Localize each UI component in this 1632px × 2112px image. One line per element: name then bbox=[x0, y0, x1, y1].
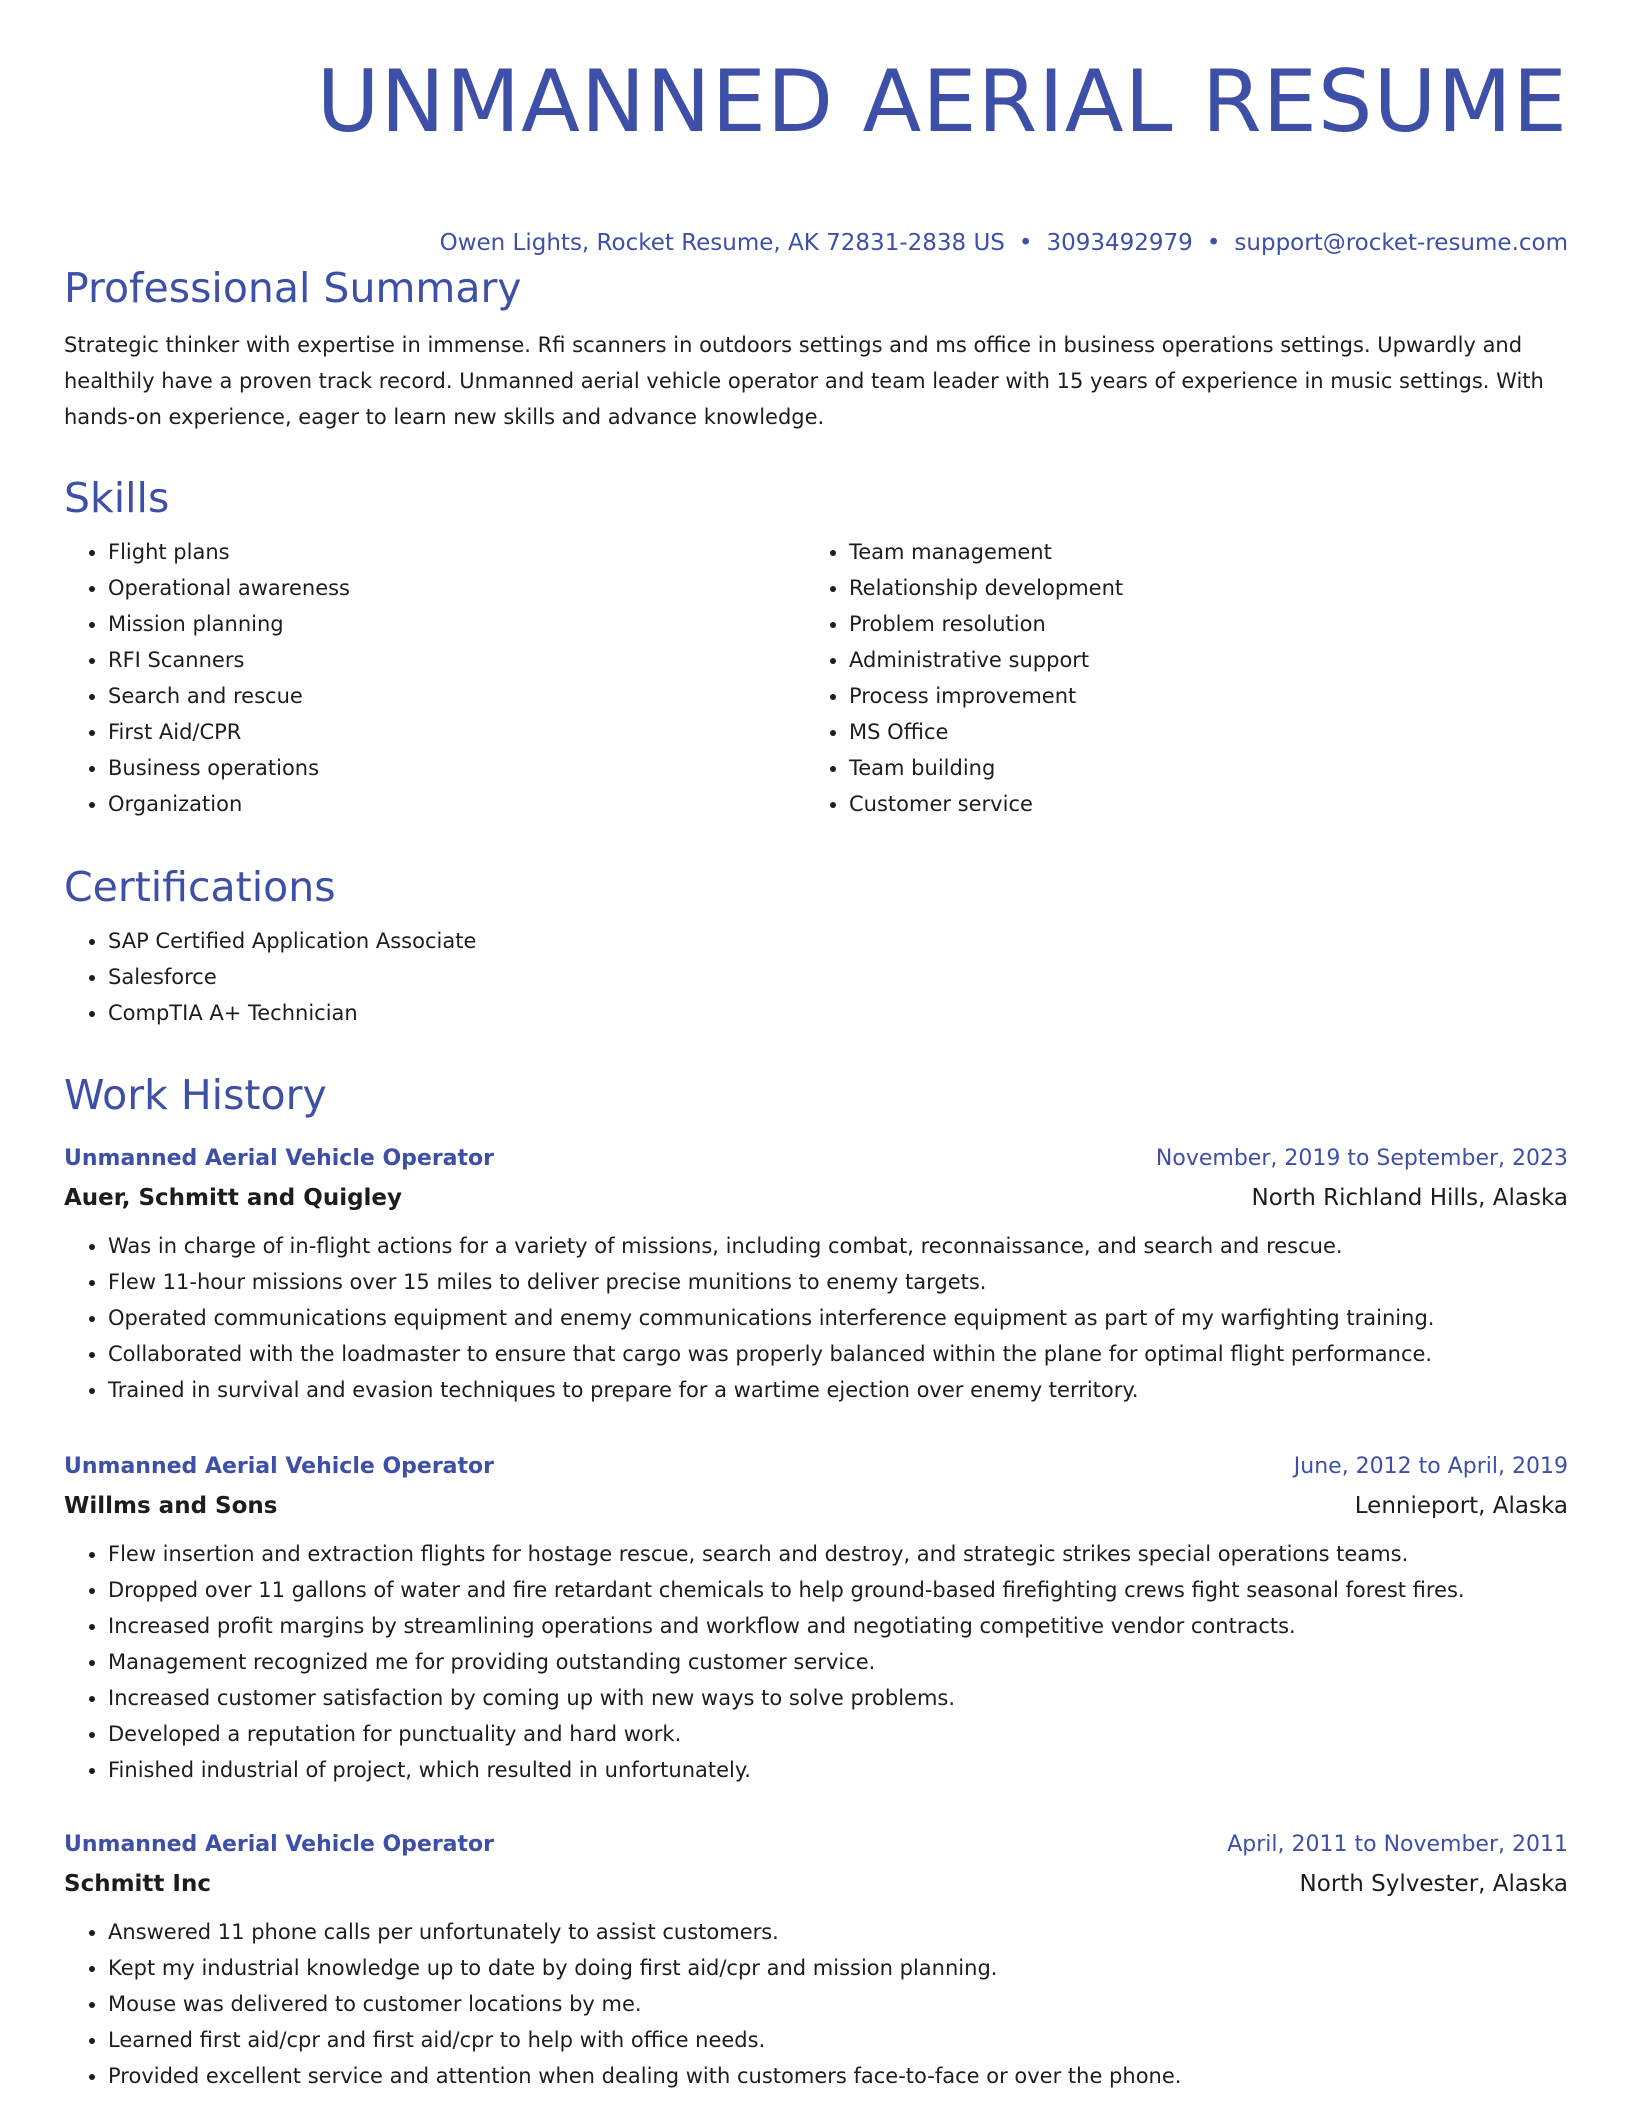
skill-item: • Mission planning bbox=[108, 606, 805, 642]
skill-item: • RFI Scanners bbox=[108, 642, 805, 678]
job-bullet: • Provided excellent service and attention when dealing with customers face-to-face or over the phone. bbox=[108, 2058, 1568, 2094]
job-bullet: • Mouse was delivered to customer locations by me. bbox=[108, 1986, 1568, 2022]
certification-item: • CompTIA A+ Technician bbox=[108, 995, 1568, 1031]
job-dates: June, 2012 to April, 2019 bbox=[1293, 1454, 1568, 1479]
job-company-row bbox=[64, 1178, 1568, 1218]
job-location: Lennieport, Alaska bbox=[1354, 1493, 1568, 1519]
job-bullet: • Flew insertion and extraction flights for hostage rescue, search and destroy, and strategic strikes special operations teams. bbox=[108, 1536, 1568, 1572]
skill-item: • First Aid/CPR bbox=[108, 714, 805, 750]
job-company: Schmitt Inc bbox=[64, 1871, 211, 1897]
skill-item: • Search and rescue bbox=[108, 678, 805, 714]
certification-item: • SAP Certified Application Associate bbox=[108, 923, 1568, 959]
contact-address: Owen Lights, Rocket Resume, AK 72831-2838 US bbox=[439, 230, 1005, 256]
job-bullets bbox=[64, 1536, 1568, 1788]
job-bullet: • Developed a reputation for punctuality and hard work. bbox=[108, 1716, 1568, 1752]
certifications-list bbox=[64, 923, 1568, 1031]
job-title: Unmanned Aerial Vehicle Operator bbox=[64, 1454, 494, 1479]
job-bullet: • Operated communications equipment and enemy communications interference equipment as part of my warfighting training. bbox=[108, 1300, 1568, 1336]
certification-item: • Salesforce bbox=[108, 959, 1568, 995]
skill-item: • Business operations bbox=[108, 750, 805, 786]
job-bullet: • Increased profit margins by streamlining operations and workflow and negotiating competitive vendor contracts. bbox=[108, 1608, 1568, 1644]
skill-item: • Problem resolution bbox=[849, 606, 1546, 642]
job-company: Auer, Schmitt and Quigley bbox=[64, 1185, 403, 1211]
job-company-row bbox=[64, 1486, 1568, 1526]
job-bullets bbox=[64, 1914, 1568, 2094]
skill-item: • Relationship development bbox=[849, 570, 1546, 606]
contact-separator: • bbox=[1018, 230, 1033, 256]
job-bullet: • Answered 11 phone calls per unfortunately to assist customers. bbox=[108, 1914, 1568, 1950]
job-company: Willms and Sons bbox=[64, 1493, 278, 1519]
contact-phone: 3093492979 bbox=[1046, 230, 1193, 256]
job-bullet: • Kept my industrial knowledge up to date by doing first aid/cpr and mission planning. bbox=[108, 1950, 1568, 1986]
skill-item: • MS Office bbox=[849, 714, 1546, 750]
job-header-row bbox=[64, 1140, 1568, 1178]
job-header-row bbox=[64, 1826, 1568, 1864]
job-company-row bbox=[64, 1864, 1568, 1904]
skills-heading: Skills bbox=[64, 474, 170, 522]
job-header-row bbox=[64, 1448, 1568, 1486]
job-title: Unmanned Aerial Vehicle Operator bbox=[64, 1832, 494, 1857]
job-bullet: • Trained in survival and evasion techniques to prepare for a wartime ejection over enemy territory. bbox=[108, 1372, 1568, 1408]
skill-item: • Team building bbox=[849, 750, 1546, 786]
job-title: Unmanned Aerial Vehicle Operator bbox=[64, 1146, 494, 1171]
job-bullet: • Dropped over 11 gallons of water and fire retardant chemicals to help ground-based firefighting crews fight seasonal forest fires. bbox=[108, 1572, 1568, 1608]
skill-item: • Process improvement bbox=[849, 678, 1546, 714]
certifications-heading: Certifications bbox=[64, 863, 336, 911]
job-bullet: • Increased customer satisfaction by coming up with new ways to solve problems. bbox=[108, 1680, 1568, 1716]
work-history-heading: Work History bbox=[64, 1071, 327, 1119]
resume-name: UNMANNED AERIAL RESUME bbox=[316, 52, 1568, 152]
skill-item: • Team management bbox=[849, 534, 1546, 570]
job-bullet: • Collaborated with the loadmaster to ensure that cargo was properly balanced within the plane for optimal flight performance. bbox=[108, 1336, 1568, 1372]
job-bullet: • Was in charge of in-flight actions for a variety of missions, including combat, reconnaissance, and search and rescue. bbox=[108, 1228, 1568, 1264]
skills-list-left bbox=[64, 534, 805, 822]
summary-text: Strategic thinker with expertise in immense. Rfi scanners in outdoors settings and ms office in business operations settings. Upwardly and healthily have a proven track record. Unmanned aerial vehicle operator and team leader with 15 years of experience in music settings. With hands-on experience, eager to learn new skills and advance knowledge. bbox=[64, 333, 1544, 429]
skill-item: • Administrative support bbox=[849, 642, 1546, 678]
skills-column-right bbox=[805, 534, 1546, 822]
job-location: North Richland Hills, Alaska bbox=[1251, 1185, 1568, 1211]
skill-item: • Flight plans bbox=[108, 534, 805, 570]
contact-line bbox=[64, 228, 1568, 258]
job-bullet: • Flew 11-hour missions over 15 miles to deliver precise munitions to enemy targets. bbox=[108, 1264, 1568, 1300]
job-dates: April, 2011 to November, 2011 bbox=[1227, 1832, 1568, 1857]
job-entry bbox=[64, 1140, 1568, 1408]
job-bullet: • Learned first aid/cpr and first aid/cpr to help with office needs. bbox=[108, 2022, 1568, 2058]
job-bullet: • Finished industrial of project, which resulted in unfortunately. bbox=[108, 1752, 1568, 1788]
summary-heading: Professional Summary bbox=[64, 264, 522, 312]
skill-item: • Operational awareness bbox=[108, 570, 805, 606]
contact-email[interactable]: support@rocket-resume.com bbox=[1234, 230, 1568, 256]
certifications-section bbox=[64, 862, 1568, 1031]
skills-list-right bbox=[805, 534, 1546, 822]
job-entry bbox=[64, 1448, 1568, 1788]
skill-item: • Customer service bbox=[849, 786, 1546, 822]
work-history-section bbox=[64, 1070, 1568, 1120]
summary-section bbox=[64, 263, 1568, 435]
contact-separator: • bbox=[1206, 230, 1221, 256]
skill-item: • Organization bbox=[108, 786, 805, 822]
skills-column-left bbox=[64, 534, 805, 822]
job-bullet: • Management recognized me for providing outstanding customer service. bbox=[108, 1644, 1568, 1680]
job-location: North Sylvester, Alaska bbox=[1299, 1871, 1568, 1897]
job-dates: November, 2019 to September, 2023 bbox=[1155, 1146, 1568, 1171]
skills-columns bbox=[64, 534, 1568, 822]
job-entry bbox=[64, 1826, 1568, 2094]
resume-header bbox=[64, 0, 1568, 258]
job-bullets bbox=[64, 1228, 1568, 1408]
skills-section bbox=[64, 473, 1568, 822]
